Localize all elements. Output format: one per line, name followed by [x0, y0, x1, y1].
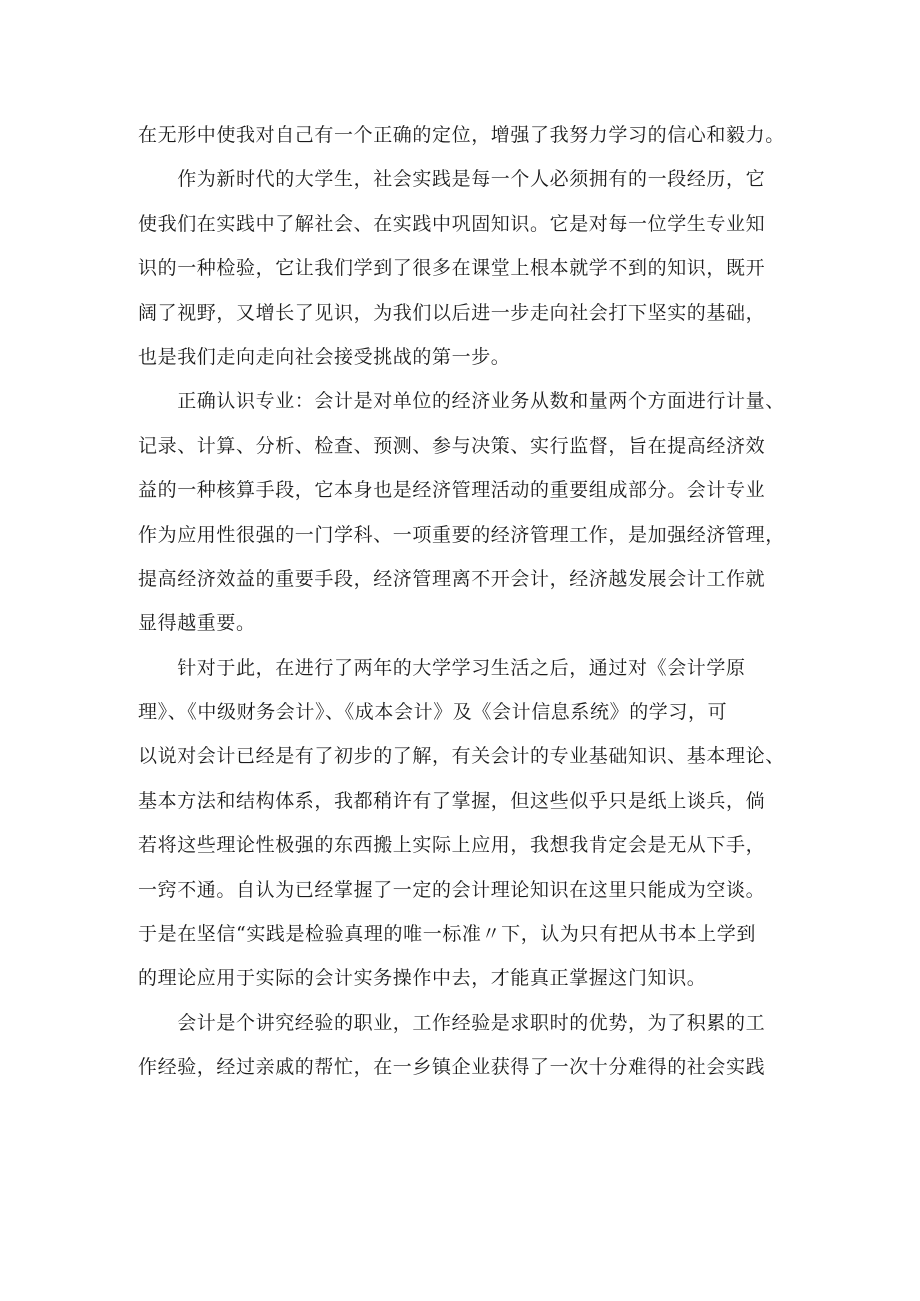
text-line: 基本方法和结构体系，我都稍许有了掌握，但这些似乎只是纸上谈兵，倘	[138, 789, 766, 812]
text-line: 作为应用性很强的一门学科、一项重要的经济管理工作，是加强经济管理，	[138, 523, 785, 546]
text-line: 针对于此，在进行了两年的大学学习生活之后，通过对《会计学原	[138, 656, 746, 679]
text-line: 一窍不通。自认为已经掌握了一定的会计理论知识在这里只能成为空谈。	[138, 878, 766, 901]
body-text	[138, 113, 818, 1090]
text-line: 若将这些理论性极强的东西搬上实际上应用，我想我肯定会是无从下手，	[138, 834, 766, 857]
text-line: 在无形中使我对自己有一个正确的定位，增强了我努力学习的信心和毅力。	[138, 124, 785, 146]
text-line: 以说对会计已经是有了初步的了解，有关会计的专业基础知识、基本理论、	[138, 745, 785, 768]
text-line: 阔了视野，又增长了见识，为我们以后进一步走向社会打下坚实的基础，	[138, 301, 766, 324]
text-line: 正确认识专业：会计是对单位的经济业务从数和量两个方面进行计量、	[138, 390, 785, 413]
text-line: 作经验，经过亲戚的帮忙，在一乡镇企业获得了一次十分难得的社会实践	[138, 1056, 766, 1079]
text-line: 提高经济效益的重要手段，经济管理离不开会计，经济越发展会计工作就	[138, 567, 766, 590]
text-line: 使我们在实践中了解社会、在实践中巩固知识。它是对每一位学生专业知	[138, 212, 766, 235]
text-line: 也是我们走向走向社会接受挑战的第一步。	[138, 345, 511, 368]
text-line: 理》、《中级财务会计》、《成本会计》及《会计信息系统》的学习，可	[138, 701, 728, 724]
text-line: 显得越重要。	[138, 612, 256, 635]
text-line: 作为新时代的大学生，社会实践是每一个人必须拥有的一段经历，它	[138, 168, 766, 191]
text-line: 识的一种检验，它让我们学到了很多在课堂上根本就学不到的知识，既开	[138, 257, 766, 280]
text-line: 会计是个讲究经验的职业，工作经验是求职时的优势，为了积累的工	[138, 1011, 766, 1034]
text-line: 于是在坚信“实践是检验真理的唯一标准〃下，认为只有把从书本上学到	[138, 923, 756, 946]
text-line: 记录、计算、分析、检查、预测、参与决策、实行监督，旨在提高经济效	[138, 434, 766, 457]
text-line: 益的一种核算手段，它本身也是经济管理活动的重要组成部分。会计专业	[138, 479, 766, 502]
text-line: 的理论应用于实际的会计实务操作中去，才能真正掌握这门知识。	[138, 967, 707, 990]
